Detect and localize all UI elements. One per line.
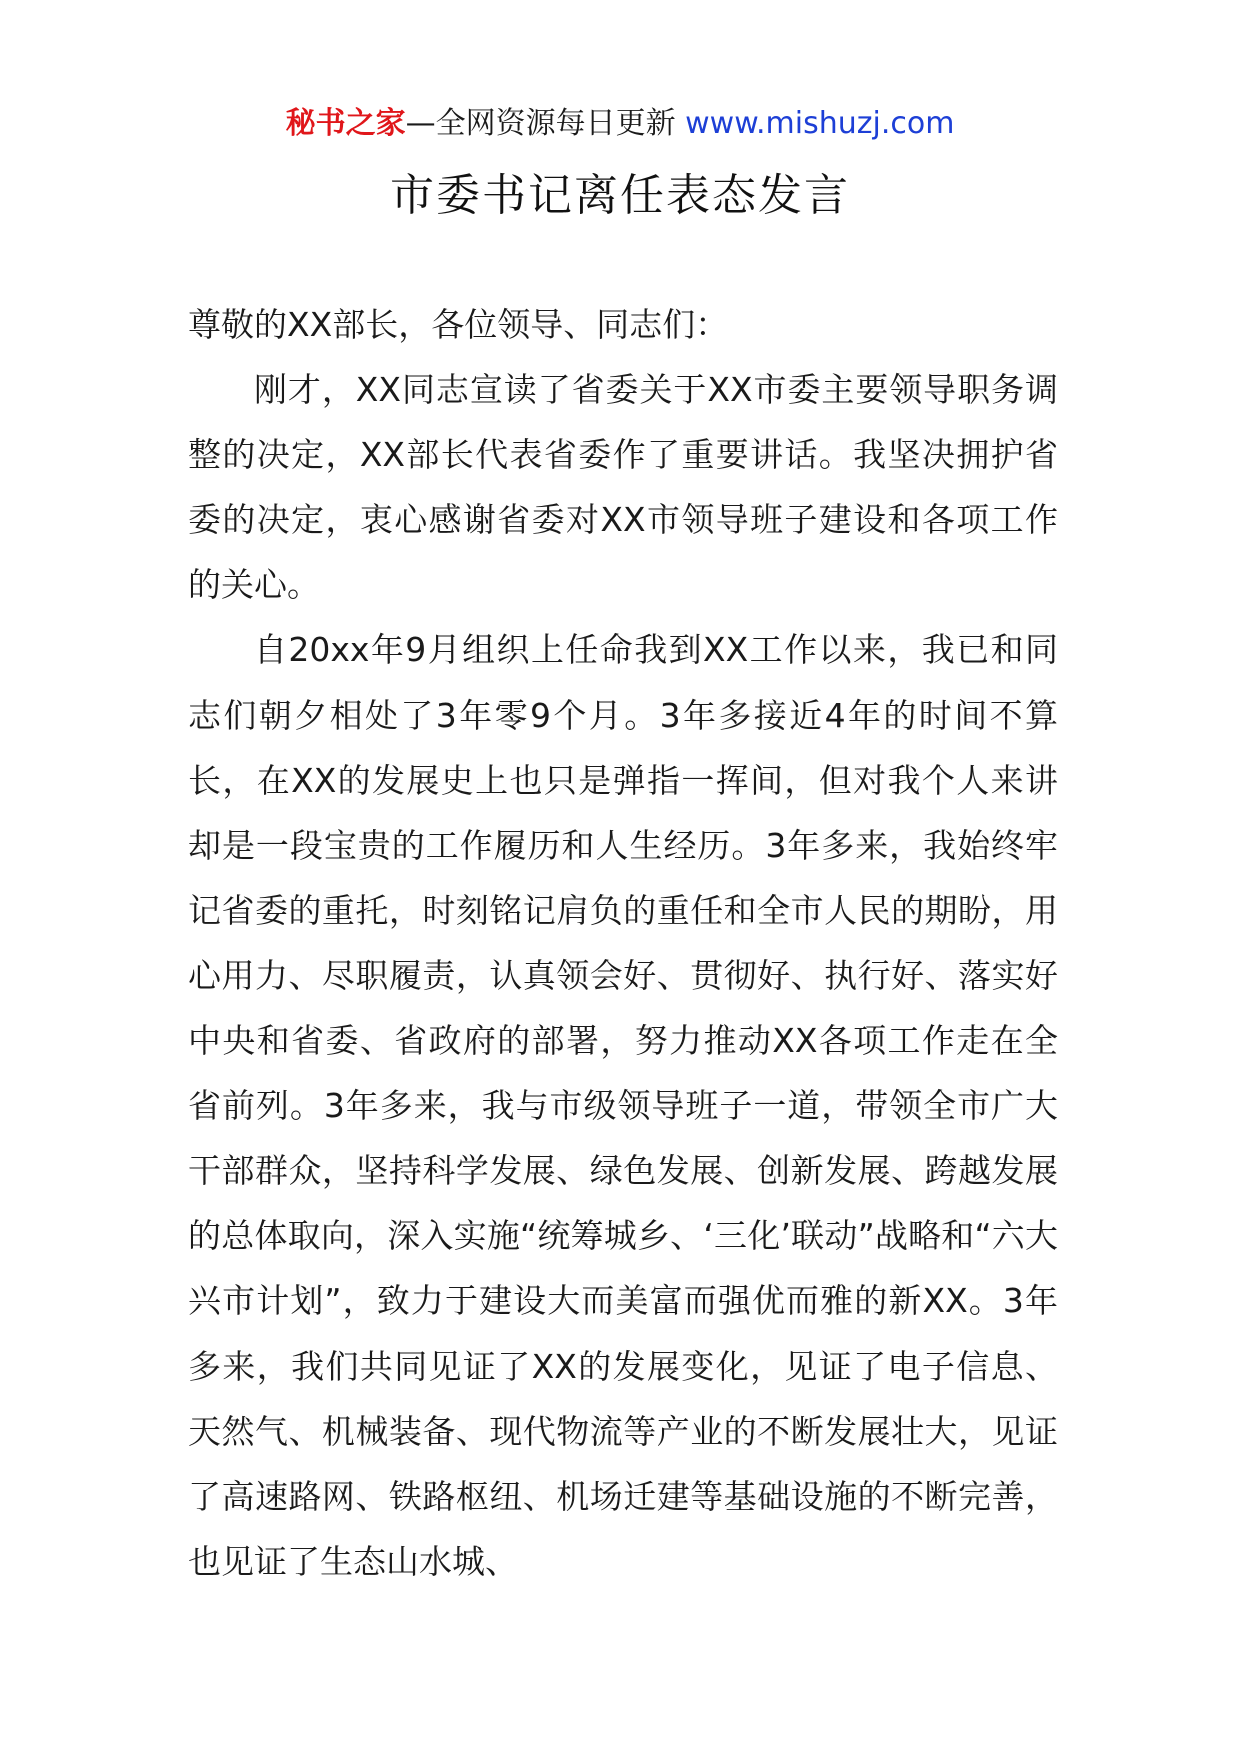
watermark-header [0,104,1240,144]
paragraph: 自20xx年9月组织上任命我到XX工作以来，我已和同志们朝夕相处了3年零9个月。3年多接近4年的时间不算长，在XX的发展史上也只是弹指一挥间，但对我个人来讲却是一段宝贵的工作履历和人生经历。3年多来，我始终牢记省委的重托，时刻铭记肩负的重任和全市人民的期盼，用心用力、尽职履责，认真领会好、贯彻好、执行好、落实好中央和省委、省政府的部署，努力推动XX各项工作走在全省前列。3年多来，我与市级领导班子一道，带领全市广大干部群众，坚持科学发展、绿色发展、创新发展、跨越发展的总体取向，深入实施“统筹城乡、‘三化’联动”战略和“六大兴市计划”，致力于建设大而美富而强优而雅的新XX。3年多来，我们共同见证了XX的发展变化，见证了电子信息、天然气、机械装备、现代物流等产业的不断发展壮大，见证了高速路网、铁路枢纽、机场迁建等基础设施的不断完善，也见证了生态山水城、 [188,630,1058,1581]
header-tagline: —全网资源每日更新 [405,106,676,141]
site-link[interactable]: www.mishuzj.com [685,106,955,141]
page-title: 市委书记离任表态发言 [390,170,850,221]
document-body [188,292,1058,1594]
salutation: 尊敬的XX部长，各位领导、同志们： [188,305,729,344]
brand-name: 秘书之家 [285,106,406,141]
paragraph: 刚才，XX同志宣读了省委关于XX市委主要领导职务调整的决定，XX部长代表省委作了重要讲话。我坚决拥护省委的决定，衷心感谢省委对XX市领导班子建设和各项工作的关心。 [188,370,1058,605]
